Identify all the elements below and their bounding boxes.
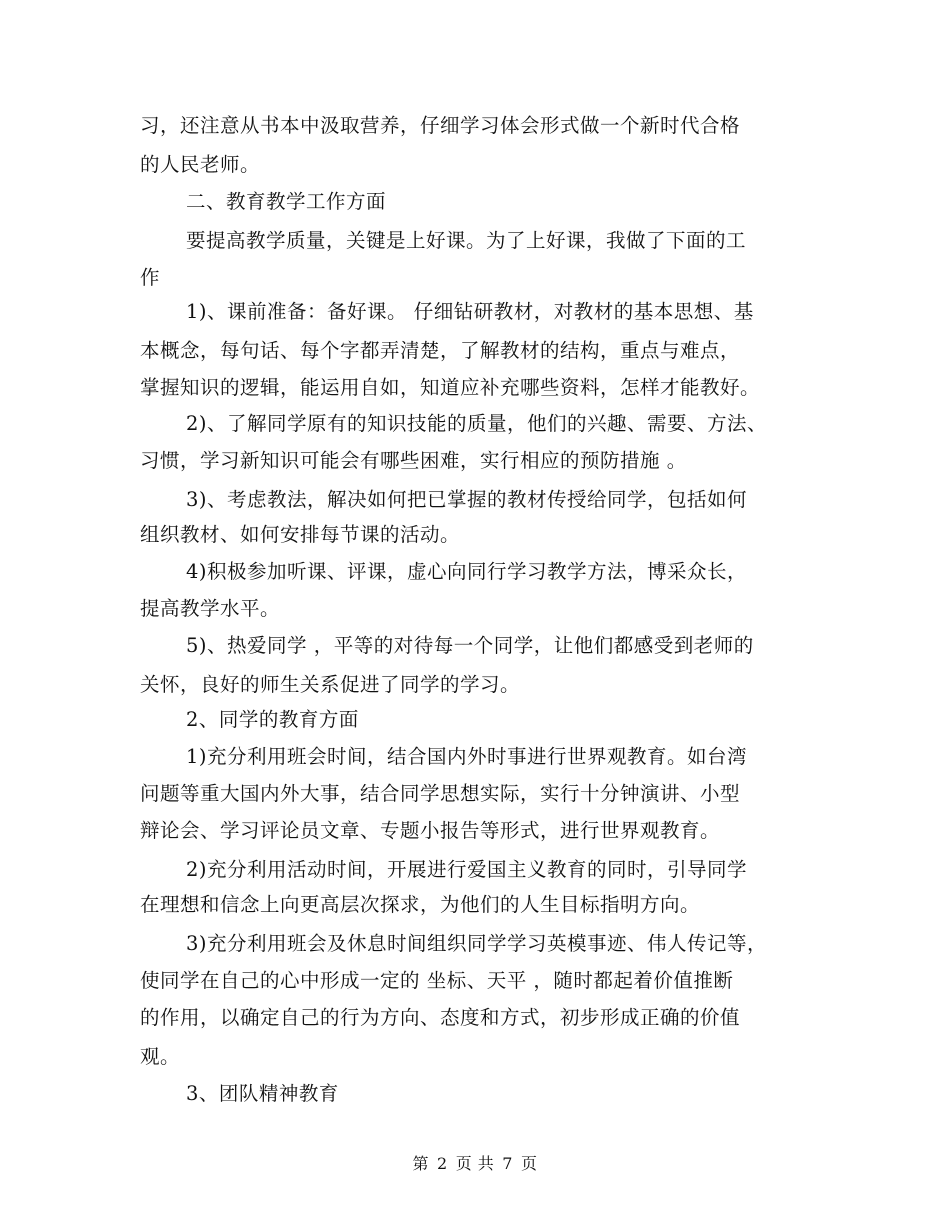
text-line: 辩论会、学习评论员文章、专题小报告等形式，进行世界观教育。 xyxy=(140,819,721,842)
text-line: 的作用，以确定自己的行为方向、态度和方式，初步形成正确的价值 xyxy=(140,1006,741,1029)
footer-prefix: 第 xyxy=(412,1154,430,1173)
text-line: 观。 xyxy=(140,1045,181,1068)
text-line: 在理想和信念上向更高层次探求，为他们的人生目标指明方向。 xyxy=(140,893,701,916)
text-line: 1)、课前准备：备好课。 仔细钻研教材，对教材的基本思想、基 xyxy=(186,300,754,323)
text-line: 要提高教学质量，关键是上好课。为了上好课，我做了下面的工 xyxy=(186,229,747,252)
text-line: 使同学在自己的心中形成一定的 坐标、天平 ，随时都起着价值推断 xyxy=(140,969,734,992)
section-heading: 2、同学的教育方面 xyxy=(186,708,359,731)
text-line: 问题等重大国内外大事，结合同学思想实际，实行十分钟演讲、小型 xyxy=(140,782,741,805)
footer-suffix: 页 xyxy=(520,1154,538,1173)
text-line: 习惯，学习新知识可能会有哪些困难，实行相应的预防措施 。 xyxy=(140,449,687,472)
text-line: 掌握知识的逻辑，能运用自如，知道应补充哪些资料，怎样才能教好。 xyxy=(140,376,761,399)
text-line: 3)充分利用班会及休息时间组织同学学习英模事迹、伟人传记等， xyxy=(186,932,768,955)
text-line: 3)、考虑教法，解决如何把已掌握的教材传授给同学，包括如何 xyxy=(186,488,748,511)
footer-middle: 页 共 xyxy=(455,1154,495,1173)
footer-page-number: 2 xyxy=(437,1154,448,1173)
text-line: 作 xyxy=(140,266,161,289)
text-line: 关怀，良好的师生关系促进了同学的学习。 xyxy=(140,673,521,696)
text-line: 提高教学水平。 xyxy=(140,597,281,620)
footer-total-pages: 7 xyxy=(502,1154,513,1173)
text-line: 本概念，每句话、每个字都弄清楚，了解教材的结构，重点与难点， xyxy=(140,339,741,362)
section-heading: 3、团队精神教育 xyxy=(186,1082,339,1105)
text-line: 1)充分利用班会时间，结合国内外时事进行世界观教育。如台湾 xyxy=(186,745,748,768)
text-line: 5)、热爱同学 ，平等的对待每一个同学，让他们都感受到老师的 xyxy=(186,634,754,657)
text-line: 组织教材、如何安排每节课的活动。 xyxy=(140,523,461,546)
section-heading: 二、教育教学工作方面 xyxy=(186,190,387,213)
text-line: 2)充分利用活动时间，开展进行爱国主义教育的同时，引导同学 xyxy=(186,858,748,881)
text-line: 的人民老师。 xyxy=(140,153,261,176)
page-footer xyxy=(0,1153,950,1175)
text-line: 习，还注意从书本中汲取营养，仔细学习体会形式做一个新时代合格 xyxy=(140,114,741,137)
text-line: 4)积极参加听课、评课，虚心向同行学习教学方法，博采众长， xyxy=(186,560,748,583)
text-line: 2)、了解同学原有的知识技能的质量，他们的兴趣、需要、方法、 xyxy=(186,412,768,435)
